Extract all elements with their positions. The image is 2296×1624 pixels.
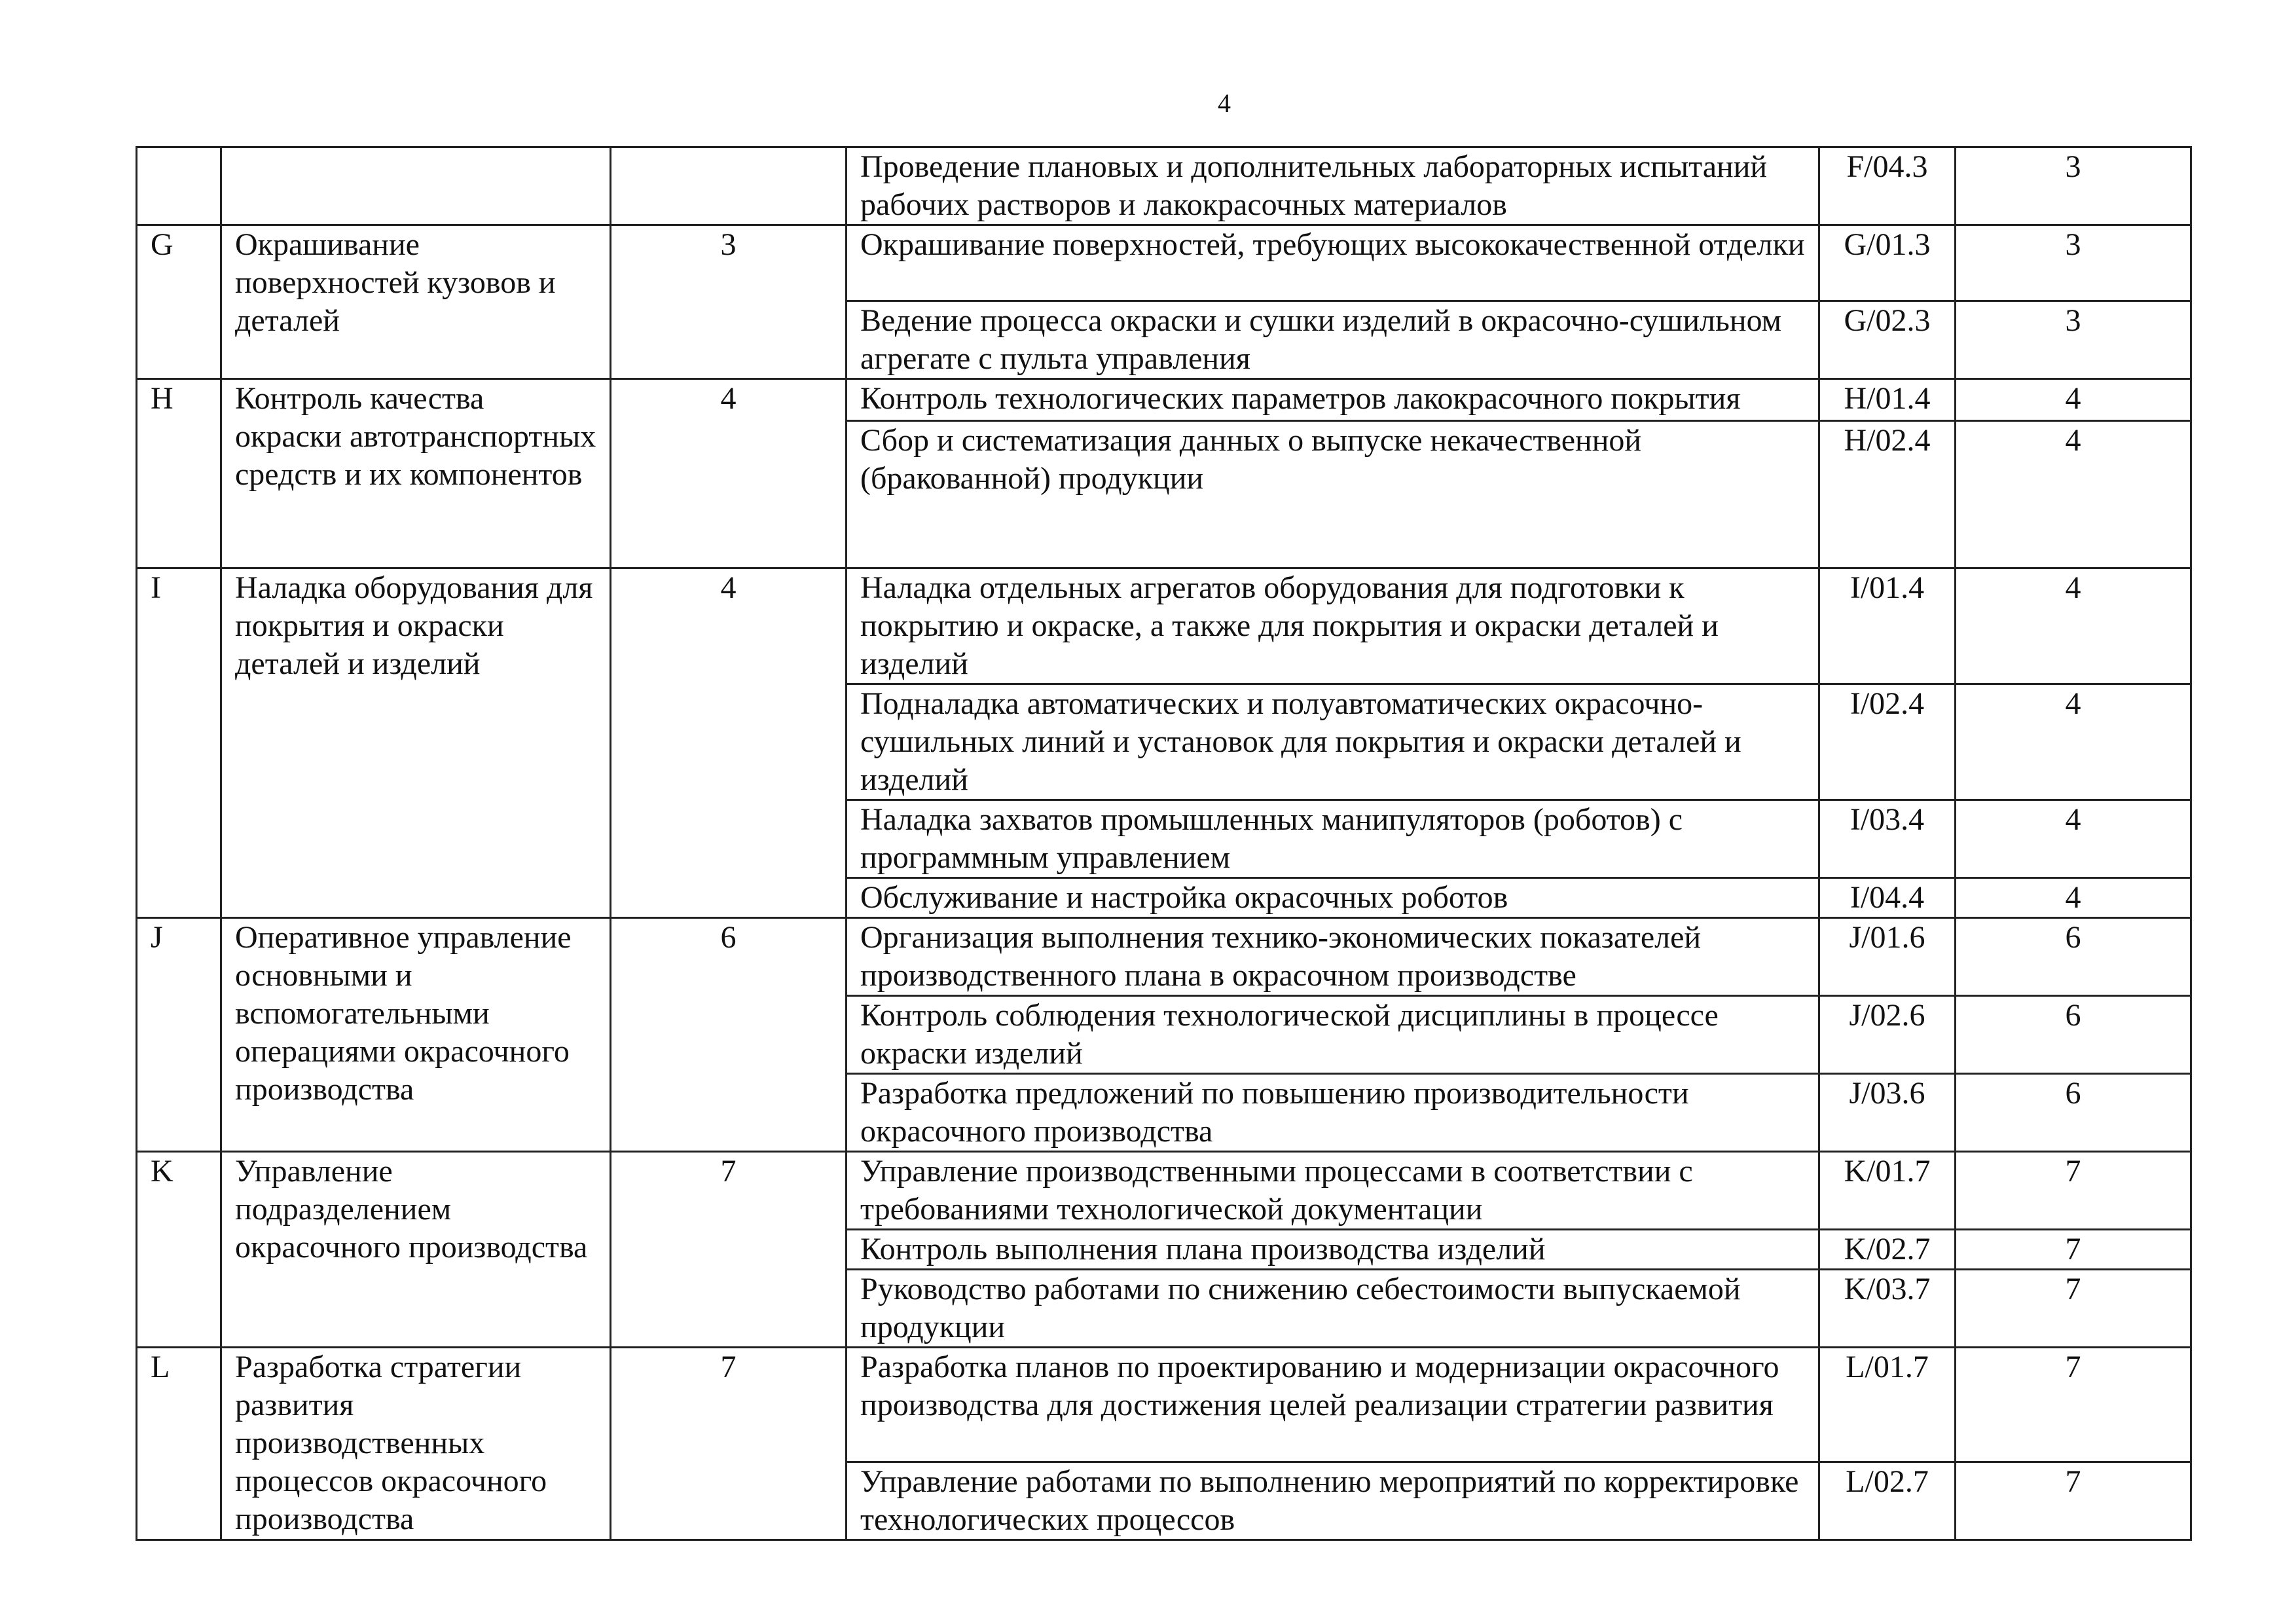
task-code-cell: H/02.4 — [1819, 421, 1956, 568]
task-level-cell: 4 — [1956, 878, 2191, 918]
task-code-cell: K/02.7 — [1819, 1230, 1956, 1270]
functions-table — [136, 146, 2192, 1541]
table-row — [137, 568, 2191, 684]
group-level-cell: 4 — [611, 379, 847, 568]
group-code-cell: H — [137, 379, 221, 568]
task-code-cell: K/03.7 — [1819, 1270, 1956, 1348]
group-level-cell: 6 — [611, 918, 847, 1152]
page-number: 4 — [1218, 88, 1231, 118]
task-level-cell: 3 — [1956, 147, 2191, 225]
group-name-cell: Окрашивание поверхностей кузовов и деталей — [221, 225, 611, 379]
task-code-cell: H/01.4 — [1819, 379, 1956, 421]
task-level-cell: 4 — [1956, 421, 2191, 568]
task-text-cell: Разработка предложений по повышению производительности окрасочного производства — [847, 1074, 1819, 1152]
group-level-cell: 3 — [611, 225, 847, 379]
task-level-cell: 4 — [1956, 684, 2191, 800]
group-code-cell: L — [137, 1348, 221, 1540]
table-row — [137, 225, 2191, 301]
group-code-cell: I — [137, 568, 221, 918]
group-name-cell — [221, 147, 611, 225]
task-code-cell: J/02.6 — [1819, 996, 1956, 1074]
table-row — [137, 379, 2191, 421]
group-level-cell: 4 — [611, 568, 847, 918]
task-text-cell: Наладка захватов промышленных манипуляторов (роботов) с программным управлением — [847, 800, 1819, 878]
table-body — [137, 147, 2191, 1540]
task-level-cell: 7 — [1956, 1230, 2191, 1270]
task-text-cell: Организация выполнения технико-экономических показателей производственного плана в окрасочном производстве — [847, 918, 1819, 996]
group-name-cell: Наладка оборудования для покрытия и окраски деталей и изделий — [221, 568, 611, 918]
table-row — [137, 147, 2191, 225]
task-text-cell: Ведение процесса окраски и сушки изделий в окрасочно-сушильном агрегате с пульта управления — [847, 301, 1819, 379]
group-name-cell: Оперативное управление основными и вспомогательными операциями окрасочного производства — [221, 918, 611, 1152]
task-text-cell: Контроль выполнения плана производства изделий — [847, 1230, 1819, 1270]
task-code-cell: I/02.4 — [1819, 684, 1956, 800]
task-code-cell: J/01.6 — [1819, 918, 1956, 996]
group-name-cell: Разработка стратегии развития производственных процессов окрасочного производства — [221, 1348, 611, 1540]
task-level-cell: 3 — [1956, 225, 2191, 301]
task-code-cell: K/01.7 — [1819, 1152, 1956, 1230]
task-code-cell: G/02.3 — [1819, 301, 1956, 379]
task-code-cell: G/01.3 — [1819, 225, 1956, 301]
task-code-cell: I/03.4 — [1819, 800, 1956, 878]
task-text-cell: Контроль технологических параметров лакокрасочного покрытия — [847, 379, 1819, 421]
group-name-cell: Управление подразделением окрасочного производства — [221, 1152, 611, 1348]
task-code-cell: I/04.4 — [1819, 878, 1956, 918]
group-code-cell: J — [137, 918, 221, 1152]
group-code-cell: K — [137, 1152, 221, 1348]
task-text-cell: Управление производственными процессами в соответствии с требованиями технологической документации — [847, 1152, 1819, 1230]
task-level-cell: 4 — [1956, 379, 2191, 421]
task-level-cell: 7 — [1956, 1152, 2191, 1230]
task-text-cell: Сбор и систематизация данных о выпуске некачественной (бракованной) продукции — [847, 421, 1819, 568]
task-code-cell: J/03.6 — [1819, 1074, 1956, 1152]
task-level-cell: 4 — [1956, 800, 2191, 878]
task-code-cell: I/01.4 — [1819, 568, 1956, 684]
task-level-cell: 6 — [1956, 1074, 2191, 1152]
group-name-cell: Контроль качества окраски автотранспортных средств и их компонентов — [221, 379, 611, 568]
task-text-cell: Контроль соблюдения технологической дисциплины в процессе окраски изделий — [847, 996, 1819, 1074]
task-level-cell: 3 — [1956, 301, 2191, 379]
task-code-cell: L/01.7 — [1819, 1348, 1956, 1462]
task-code-cell: L/02.7 — [1819, 1462, 1956, 1540]
task-text-cell: Управление работами по выполнению мероприятий по корректировке технологических процессов — [847, 1462, 1819, 1540]
group-code-cell — [137, 147, 221, 225]
task-text-cell: Разработка планов по проектированию и модернизации окрасочного производства для достижения целей реализации стратегии развития — [847, 1348, 1819, 1462]
task-text-cell: Руководство работами по снижению себестоимости выпускаемой продукции — [847, 1270, 1819, 1348]
group-level-cell — [611, 147, 847, 225]
task-level-cell: 7 — [1956, 1348, 2191, 1462]
task-text-cell: Наладка отдельных агрегатов оборудования для подготовки к покрытию и окраске, а также для покрытия и окраски деталей и изделий — [847, 568, 1819, 684]
task-level-cell: 7 — [1956, 1270, 2191, 1348]
group-level-cell: 7 — [611, 1152, 847, 1348]
group-code-cell: G — [137, 225, 221, 379]
task-level-cell: 4 — [1956, 568, 2191, 684]
task-text-cell: Подналадка автоматических и полуавтоматических окрасочно-сушильных линий и установок для покрытия и окраски деталей и изделий — [847, 684, 1819, 800]
task-level-cell: 7 — [1956, 1462, 2191, 1540]
task-code-cell: F/04.3 — [1819, 147, 1956, 225]
task-text-cell: Окрашивание поверхностей, требующих высококачественной отделки — [847, 225, 1819, 301]
task-level-cell: 6 — [1956, 918, 2191, 996]
task-text-cell: Обслуживание и настройка окрасочных роботов — [847, 878, 1819, 918]
table-row — [137, 918, 2191, 996]
table-row — [137, 1348, 2191, 1462]
task-level-cell: 6 — [1956, 996, 2191, 1074]
group-level-cell: 7 — [611, 1348, 847, 1540]
task-text-cell: Проведение плановых и дополнительных лабораторных испытаний рабочих растворов и лакокрасочных материалов — [847, 147, 1819, 225]
table-row — [137, 1152, 2191, 1230]
